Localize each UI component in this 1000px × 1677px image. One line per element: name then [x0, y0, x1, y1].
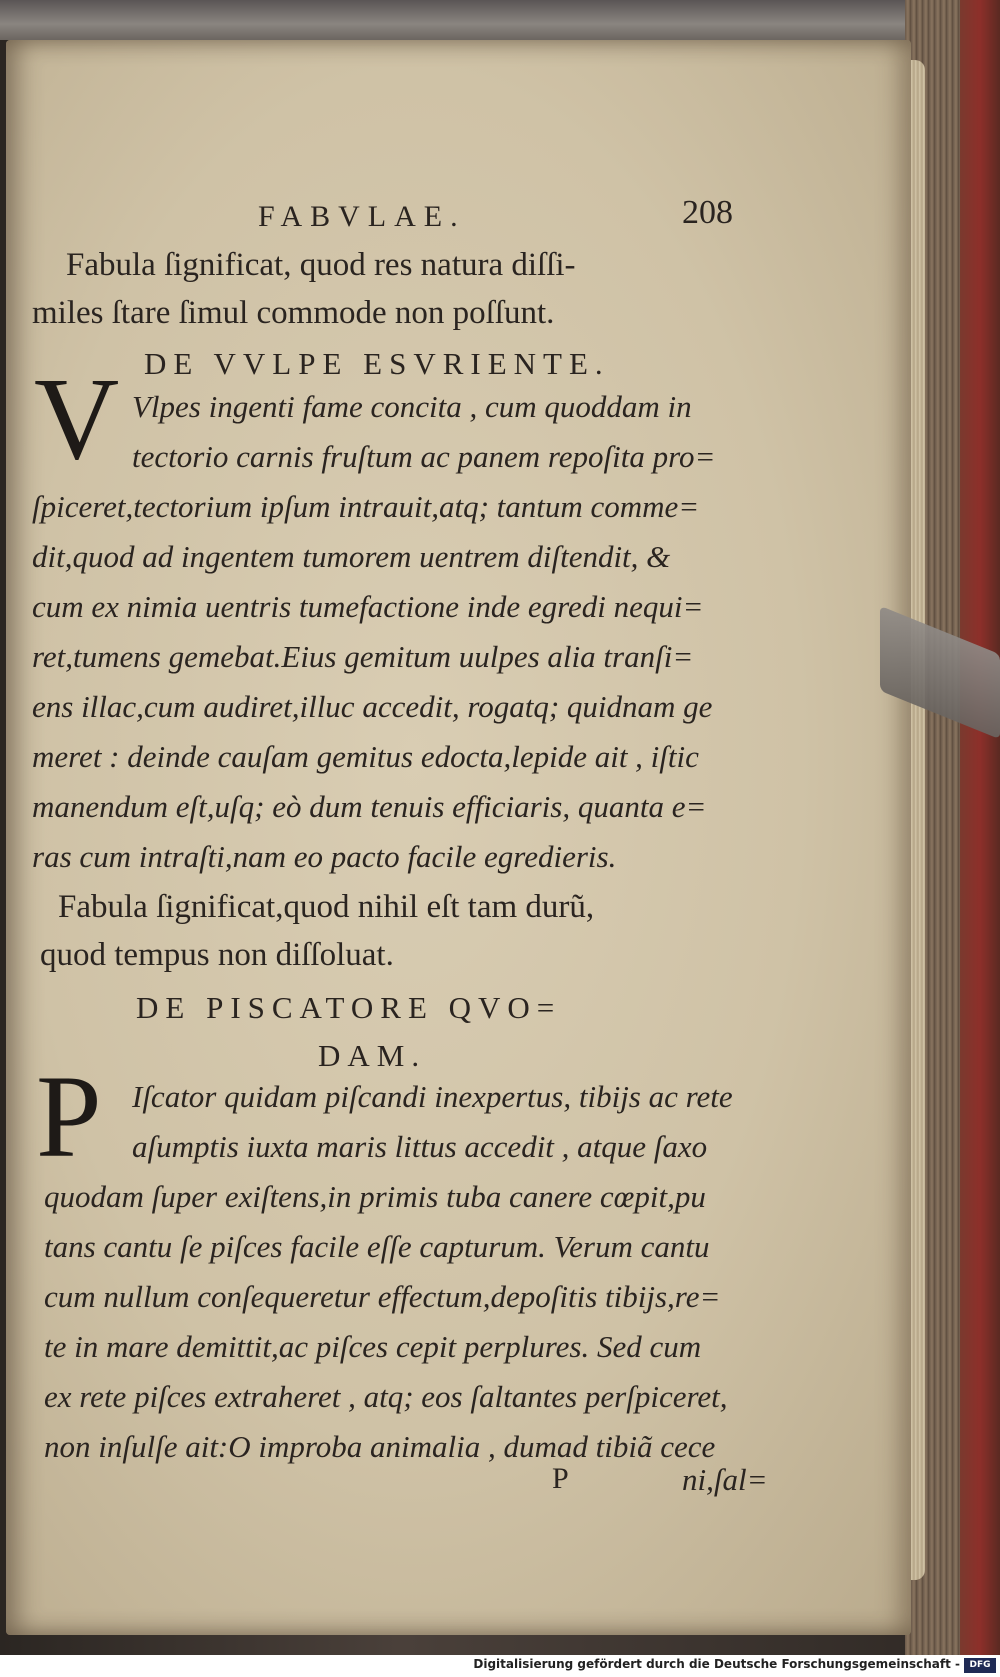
catchword: ni,ſal=: [682, 1462, 768, 1497]
text-line: Iſcator quidam piſcandi inexpertus, tibijs ac rete: [132, 1079, 733, 1114]
text-line: ſpiceret,tectorium ipſum intrauit,atq; tantum comme=: [32, 489, 700, 524]
text-line: te in mare demittit,ac piſces cepit perplures. Sed cum: [44, 1329, 702, 1364]
text-line: quodam ſuper exiſtens,in primis tuba canere cœpit,pu: [44, 1179, 706, 1214]
running-head: FABVLAE.: [258, 200, 466, 233]
text-line: cum ex nimia uentris tumefactione inde egredi nequi=: [32, 589, 704, 624]
text-line: ras cum intraſti,nam eo pacto facile egredieris.: [32, 839, 617, 874]
footer: [0, 1655, 1000, 1677]
book-page: [6, 40, 911, 1635]
page-number: 208: [682, 194, 733, 231]
text-line: manendum eſt,uſq; eò dum tenuis efficiaris, quanta e=: [32, 789, 707, 824]
moral-line: Fabula ſignificat, quod res natura diſſi-: [66, 247, 576, 283]
book-cover-edge: [960, 0, 1000, 1655]
text-line: ret,tumens gemebat.Eius gemitum uulpes alia tranſi=: [32, 639, 694, 674]
page-text: [32, 194, 792, 1500]
page-header: [32, 194, 792, 240]
text-line: ex rete piſces extraheret , atq; eos ſaltantes perſpiceret,: [44, 1379, 728, 1414]
text-line: dit,quod ad ingentem tumorem uentrem diſtendit, &: [32, 539, 671, 574]
text-line: ens illac,cum audiret,illuc accedit, rogatq; quidnam ge: [32, 689, 713, 724]
fable-title: DAM.: [318, 1038, 427, 1073]
text-line: cum nullum conſequeretur effectum,depoſitis tibijs,re=: [44, 1279, 721, 1314]
signature-mark: P: [552, 1462, 569, 1495]
drop-initial: P: [36, 1051, 102, 1182]
fable-title: DE VVLPE ESVRIENTE.: [144, 346, 610, 381]
text-line: aſumptis iuxta maris littus accedit , atque ſaxo: [132, 1129, 708, 1164]
footer-credit: Digitalisierung gefördert durch die Deutsche Forschungsgemeinschaft -: [473, 1657, 960, 1671]
drop-initial: V: [34, 353, 120, 484]
text-line: Vlpes ingenti fame concita , cum quoddam in: [132, 389, 692, 424]
moral-line: Fabula ſignificat,quod nihil eſt tam durũ,: [58, 889, 595, 925]
text-line: non inſulſe ait:O improba animalia , dumad tibiã cece: [44, 1429, 716, 1464]
fable-title: DE PISCATORE QVO=: [136, 990, 562, 1025]
dfg-logo-icon: DFG: [964, 1658, 996, 1673]
text-line: tans cantu ſe piſces facile eſſe capturum. Verum cantu: [44, 1229, 710, 1264]
moral-line: miles ſtare ſimul commode non poſſunt.: [32, 295, 555, 331]
text-line: tectorio carnis fruſtum ac panem repoſita pro=: [132, 439, 716, 474]
book-top-edge: [0, 0, 1000, 40]
moral-line: quod tempus non diſſoluat.: [40, 937, 394, 973]
text-line: meret : deinde cauſam gemitus edocta,lepide ait , iſtic: [32, 739, 699, 774]
